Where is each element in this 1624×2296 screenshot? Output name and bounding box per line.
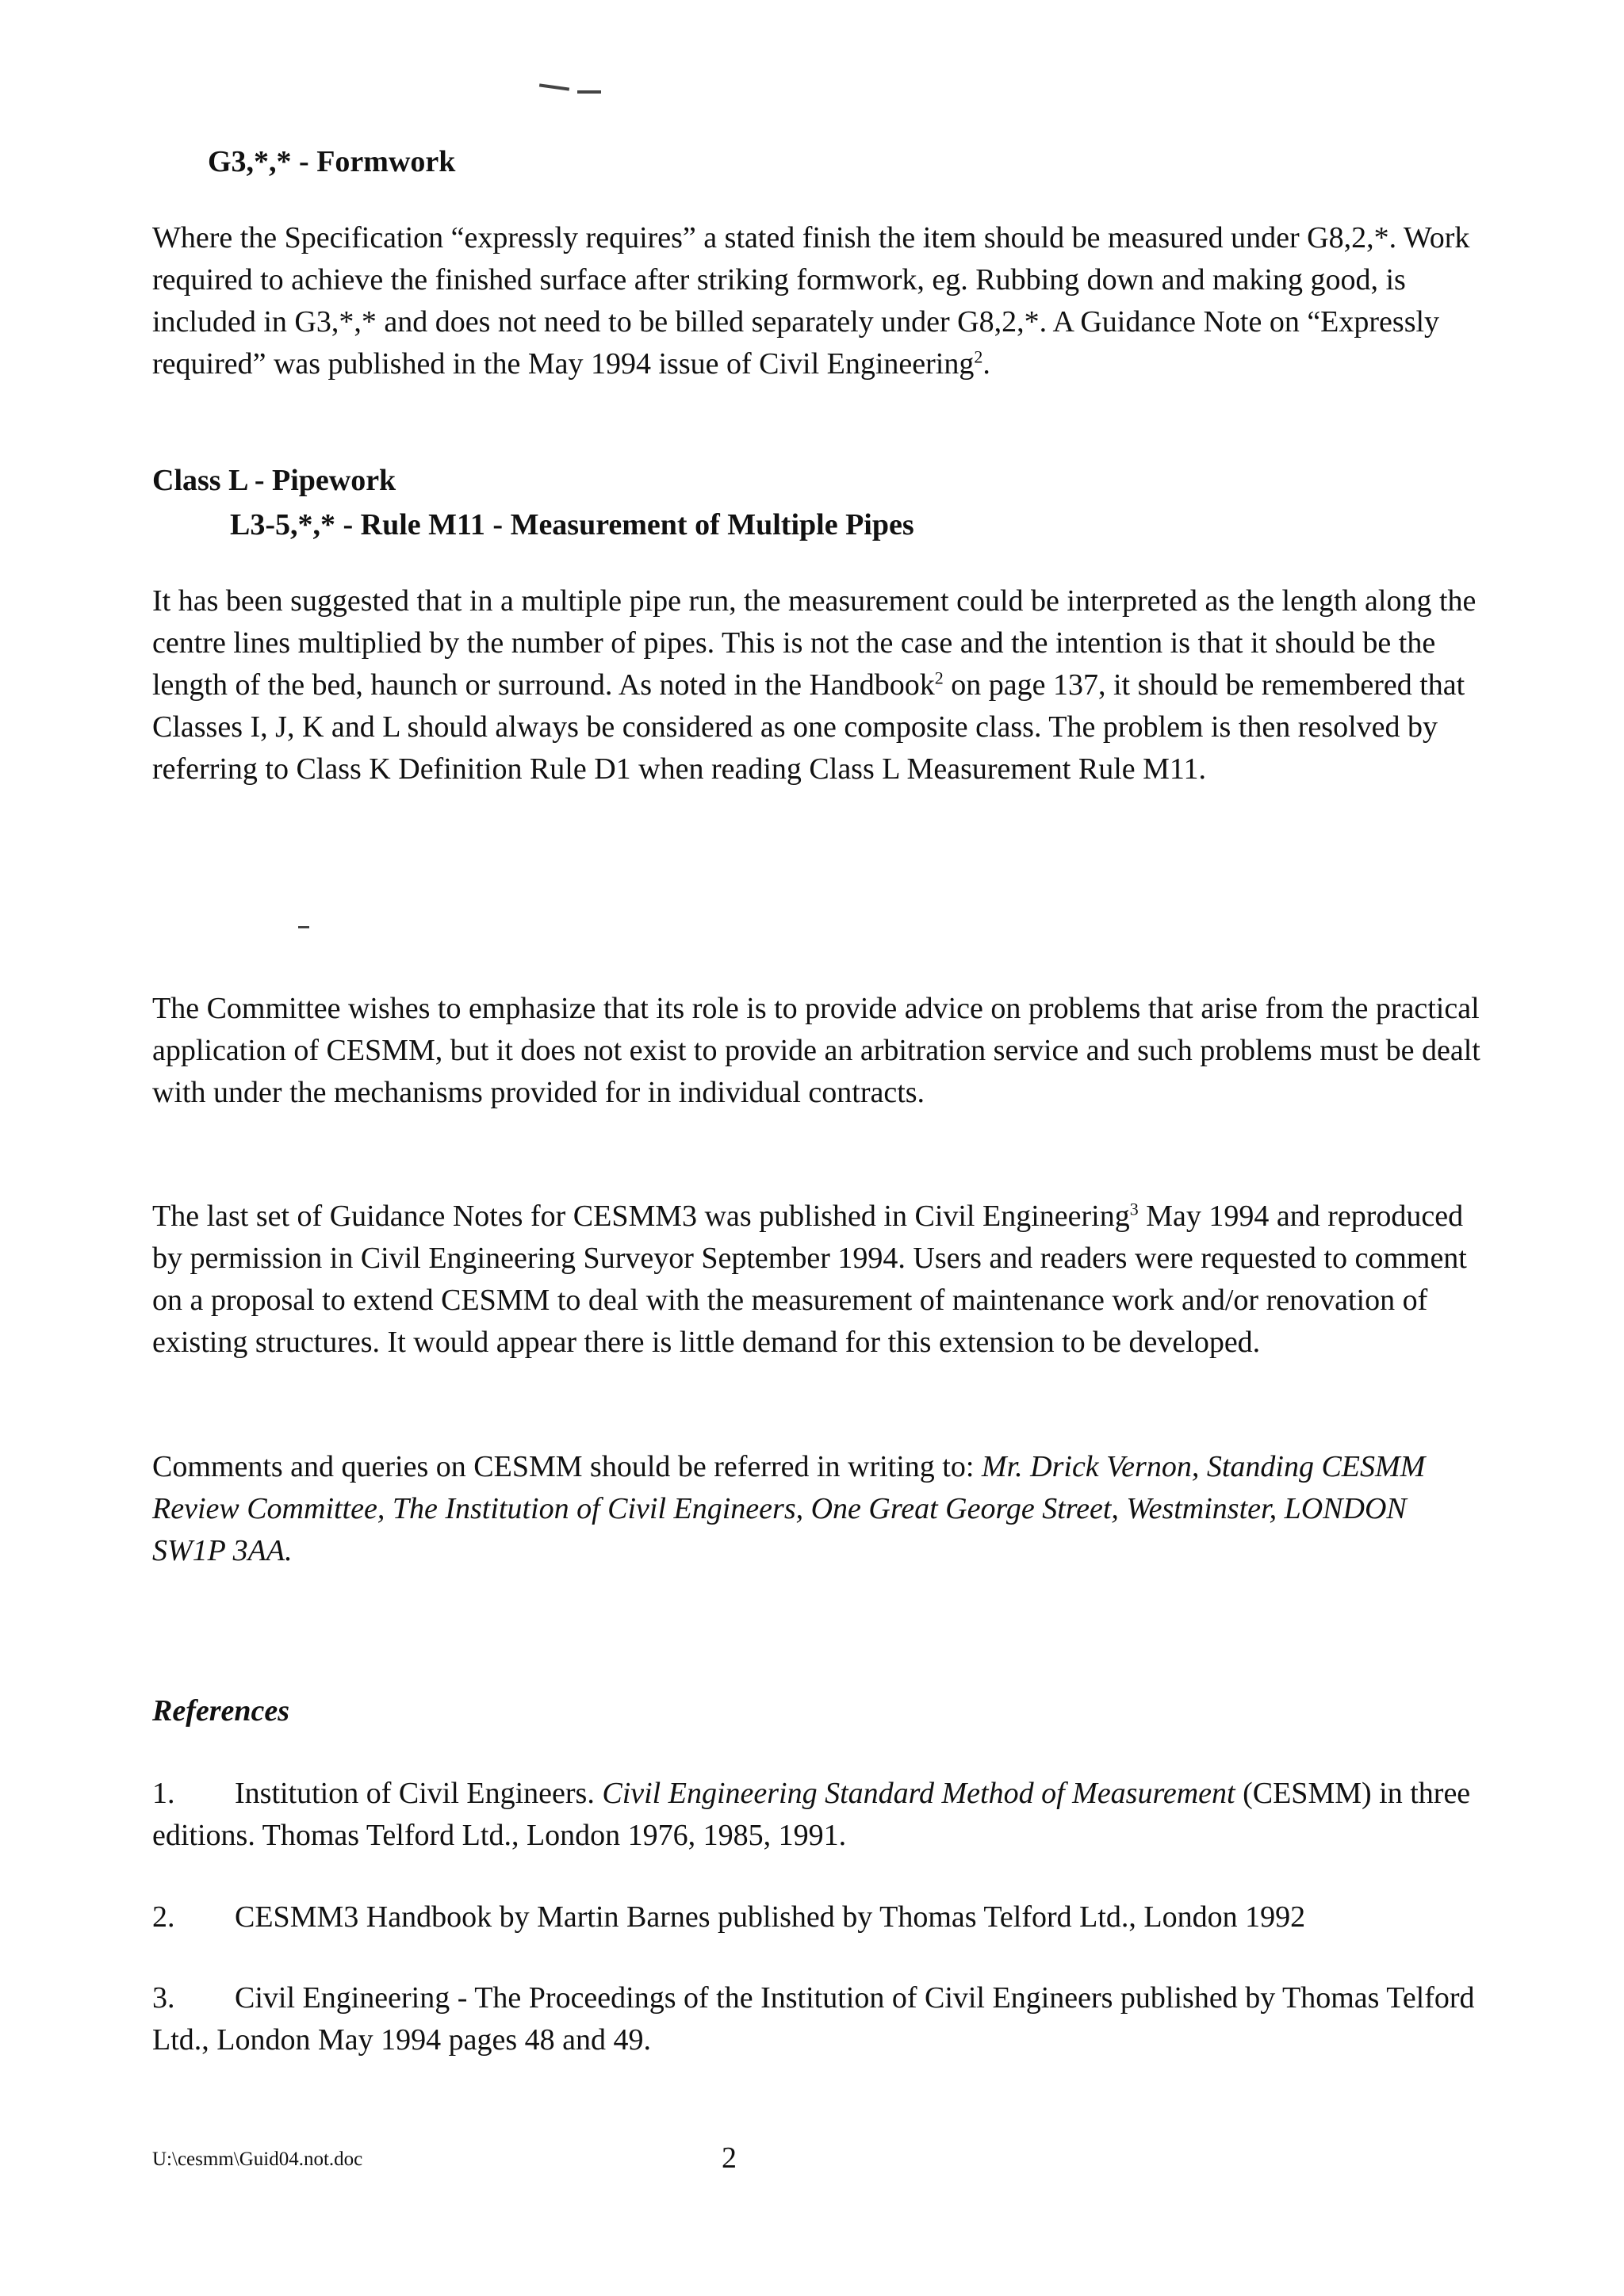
formwork-text: Where the Specification “expressly requires” a stated finish the item should be measured under G8,2,*. Work required to achieve the finished surface after striking formwork, eg. Rubbing down and making good, is included in G3,*,* and does not need to be billed separately under G8,2,*. A Guidance Note on “Expressly required” was published in the May 1994 issue of Civil Engineering xyxy=(152,221,1470,381)
footer-filename: U:\cesmm\Guid04.not.doc xyxy=(152,2149,363,2170)
guidance-text-b: May 1994 and reproduced by permission in Civil Engineering Surveyor September 1994. Users and readers were requested to comment on a proposal to extend CESMM to deal with the measurement of maintenance work and/or renovation of existing structures. It would appear there is little demand for this extension to be developed. xyxy=(152,1200,1467,1359)
reference-text: Institution of Civil Engineers. xyxy=(235,1777,603,1810)
pipework-paragraph xyxy=(152,580,1484,790)
reference-number: 3. xyxy=(152,1981,175,2015)
page-number: 2 xyxy=(722,2141,737,2175)
reference-item xyxy=(152,1977,1484,2061)
reference-item xyxy=(152,1896,1484,1938)
guidance-footnote: 3 xyxy=(1129,1199,1139,1219)
pipework-text-a: It has been suggested that in a multiple pipe run, the measurement could be interpreted as the length along the centre lines multiplied by the number of pipes. This is not the case and the intention is that it should be the length of the bed, haunch or surround. As noted in the Handbook xyxy=(152,584,1477,702)
formwork-paragraph xyxy=(152,217,1484,385)
pipework-footnote: 2 xyxy=(934,668,944,688)
reference-text: Civil Engineering - The Proceedings of the Institution of Civil Engineers published by Thomas Telford Ltd., London May 1994 pages 48 and 49. xyxy=(152,1981,1475,2057)
comments-lead: Comments and queries on CESMM should be referred in writing to: xyxy=(152,1450,982,1483)
pipework-heading: Class L - Pipework xyxy=(152,464,396,497)
comments-address: Mr. Drick Vernon, Standing CESMM Review Committee, The Institution of Civil Engineers, One Great George Street, Westminster, LONDON SW1P 3AA. xyxy=(152,1450,1426,1567)
guidance-text-a: The last set of Guidance Notes for CESMM3 was published in Civil Engineering xyxy=(152,1200,1130,1233)
reference-number: 1. xyxy=(152,1777,175,1810)
references-heading: References xyxy=(152,1694,290,1728)
reference-item xyxy=(152,1773,1484,1857)
formwork-text-end: . xyxy=(982,347,990,381)
formwork-footnote: 2 xyxy=(974,346,983,367)
committee-paragraph: The Committee wishes to emphasize that its role is to provide advice on problems that arise from the practical application of CESMM, but it does not exist to provide an arbitration service and such problems must be dealt with under the mechanisms provided for in individual contracts. xyxy=(152,992,1480,1109)
formwork-heading: G3,*,* - Formwork xyxy=(208,145,456,178)
pipework-text-b: on page 137, it should be remembered that Classes I, J, K and L should always be considered as one composite class. The problem is then resolved by referring to Class K Definition Rule D1 when reading Class L Measurement Rule M11. xyxy=(152,668,1465,786)
reference-number: 2. xyxy=(152,1900,175,1934)
reference-text: CESMM3 Handbook by Martin Barnes published by Thomas Telford Ltd., London 1992 xyxy=(235,1900,1306,1934)
comments-paragraph xyxy=(152,1446,1484,1572)
scan-mark xyxy=(577,90,601,94)
pipework-subheading: L3-5,*,* - Rule M11 - Measurement of Multiple Pipes xyxy=(230,508,914,541)
reference-text-b: (CESMM) in three editions. Thomas Telford Ltd., London 1976, 1985, 1991. xyxy=(152,1777,1471,1852)
reference-title: Civil Engineering Standard Method of Measurement xyxy=(602,1777,1235,1810)
scan-mark xyxy=(298,926,309,928)
scan-mark xyxy=(539,83,569,90)
guidance-paragraph xyxy=(152,1196,1484,1364)
